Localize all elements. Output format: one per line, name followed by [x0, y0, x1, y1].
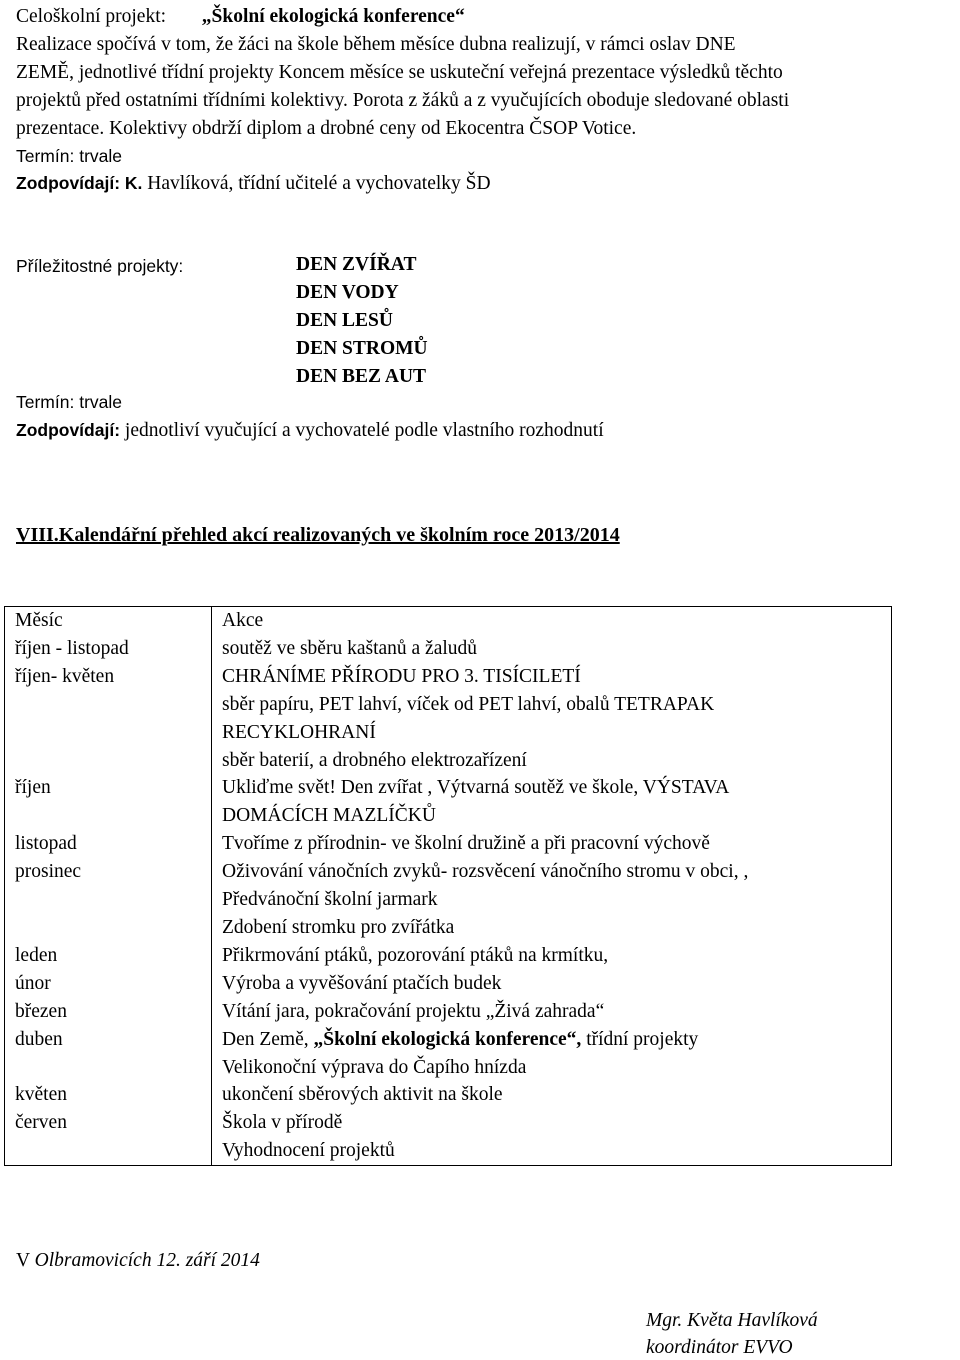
- occasional-responsible-label: Zodpovídají:: [16, 420, 121, 440]
- place-prefix: V: [16, 1250, 35, 1271]
- action-cell: Škola v přírodě: [222, 1112, 343, 1134]
- action-cell: sběr papíru, PET lahví, víček od PET lahví, obalů TETRAPAK: [222, 693, 715, 715]
- intro-term: Termín: trvale: [16, 146, 122, 166]
- action-cell: Výroba a vyvěšování ptačích budek: [222, 972, 502, 994]
- table-row: [5, 607, 892, 1166]
- calendar-table: [4, 606, 892, 1166]
- action-cell: Vyhodnocení projektů: [222, 1140, 395, 1162]
- place-date: [16, 1248, 260, 1274]
- occasional-responsible: [16, 417, 604, 444]
- intro-responsible-label: Zodpovídají: K.: [16, 173, 143, 193]
- occasional-term: Termín: trvale: [16, 392, 122, 412]
- month-cell: [5, 1137, 211, 1165]
- months-column: [5, 607, 212, 1166]
- month-cell: říjen - listopad: [15, 637, 129, 659]
- month-cell: [5, 691, 211, 719]
- april-post: třídní projekty: [581, 1028, 699, 1050]
- intro-line-1: Realizace spočívá v tom, že žáci na škole během měsíce dubna realizují, v rámci oslav DNE: [16, 34, 736, 55]
- month-cell: [5, 1054, 211, 1082]
- month-cell: [5, 914, 211, 942]
- april-pre: Den Země,: [222, 1028, 314, 1050]
- place-date-text: Olbramovicích 12. září 2014: [34, 1250, 260, 1271]
- month-cell: červen: [15, 1112, 67, 1134]
- action-cell: Předvánoční školní jarmark: [222, 889, 438, 911]
- month-cell: květen: [15, 1084, 67, 1106]
- action-cell: Vítání jara, pokračování projektu „Živá zahrada“: [222, 1000, 605, 1022]
- month-cell: říjen- květen: [15, 665, 115, 687]
- april-bold: „Školní ekologická konference“,: [313, 1028, 582, 1050]
- project-item: DEN VODY: [296, 282, 399, 303]
- actions-column: [212, 607, 892, 1166]
- action-cell: ukončení sběrových aktivit na škole: [222, 1084, 503, 1106]
- month-cell: [5, 886, 211, 914]
- action-cell: Velikonoční výprava do Čapího hnízda: [222, 1056, 527, 1078]
- project-line: [16, 4, 465, 30]
- action-cell: sběr baterií, a drobného elektrozařízení: [222, 749, 527, 771]
- section-heading: VIII.Kalendářní přehled akcí realizovaných ve školním roce 2013/2014: [16, 524, 620, 546]
- intro-line-3: projektů před ostatními třídními kolektivy. Porota z žáků a z vyučujících oboduje sledované oblasti: [16, 90, 790, 111]
- month-cell: březen: [15, 1000, 67, 1022]
- action-cell: soutěž ve sběru kaštanů a žaludů: [222, 637, 478, 659]
- action-cell: Zdobení stromku pro zvířátka: [222, 916, 455, 938]
- project-title: „Školní ekologická konference“: [201, 6, 465, 27]
- month-cell: únor: [15, 972, 51, 994]
- month-cell: říjen: [15, 777, 51, 799]
- month-cell: leden: [15, 944, 58, 966]
- project-item: DEN STROMŮ: [296, 338, 428, 359]
- project-item: DEN ZVÍŘAT: [296, 254, 417, 275]
- month-cell: prosinec: [15, 861, 82, 883]
- month-cell: duben: [15, 1028, 63, 1050]
- action-cell: [212, 1026, 891, 1054]
- project-label: Celoškolní projekt:: [16, 6, 167, 27]
- intro-responsible: [16, 170, 491, 197]
- signature-name: Mgr. Květa Havlíková: [646, 1310, 818, 1331]
- action-cell: Akce: [222, 610, 264, 631]
- action-cell: Přikrmování ptáků, pozorování ptáků na krmítku,: [222, 944, 609, 966]
- intro-line-4: prezentace. Kolektivy obdrží diplom a drobné ceny od Ekocentra ČSOP Votice.: [16, 118, 637, 139]
- occasional-label: Příležitostné projekty:: [16, 256, 184, 276]
- action-cell: Oživování vánočních zvyků- rozsvěcení vánočního stromu v obci, ,: [222, 861, 749, 883]
- action-cell: DOMÁCÍCH MAZLÍČKŮ: [222, 805, 436, 827]
- month-cell: listopad: [15, 833, 77, 855]
- action-cell: CHRÁNÍME PŘÍRODU PRO 3. TISÍCILETÍ: [222, 665, 581, 687]
- signature-role: koordinátor EVVO: [646, 1337, 793, 1358]
- month-cell: [5, 802, 211, 830]
- occasional-responsible-value: jednotliví vyučující a vychovatelé podle vlastního rozhodnutí: [120, 420, 604, 441]
- action-cell: Ukliďme svět! Den zvířat , Výtvarná soutěž ve škole, VÝSTAVA: [222, 777, 730, 799]
- month-cell: [5, 747, 211, 775]
- action-cell: Tvoříme z přírodnin- ve školní družině a při pracovní výchově: [222, 833, 710, 855]
- intro-line-2: ZEMĚ, jednotlivé třídní projekty Koncem měsíce se uskuteční veřejná prezentace výsledků těchto: [16, 62, 783, 83]
- intro-responsible-value: Havlíková, třídní učitelé a vychovatelky ŠD: [142, 173, 491, 194]
- project-item: DEN BEZ AUT: [296, 366, 427, 387]
- project-item: DEN LESŮ: [296, 310, 393, 331]
- month-cell: [5, 719, 211, 747]
- action-cell: RECYKLOHRANÍ: [222, 721, 376, 743]
- month-cell: Měsíc: [15, 610, 63, 631]
